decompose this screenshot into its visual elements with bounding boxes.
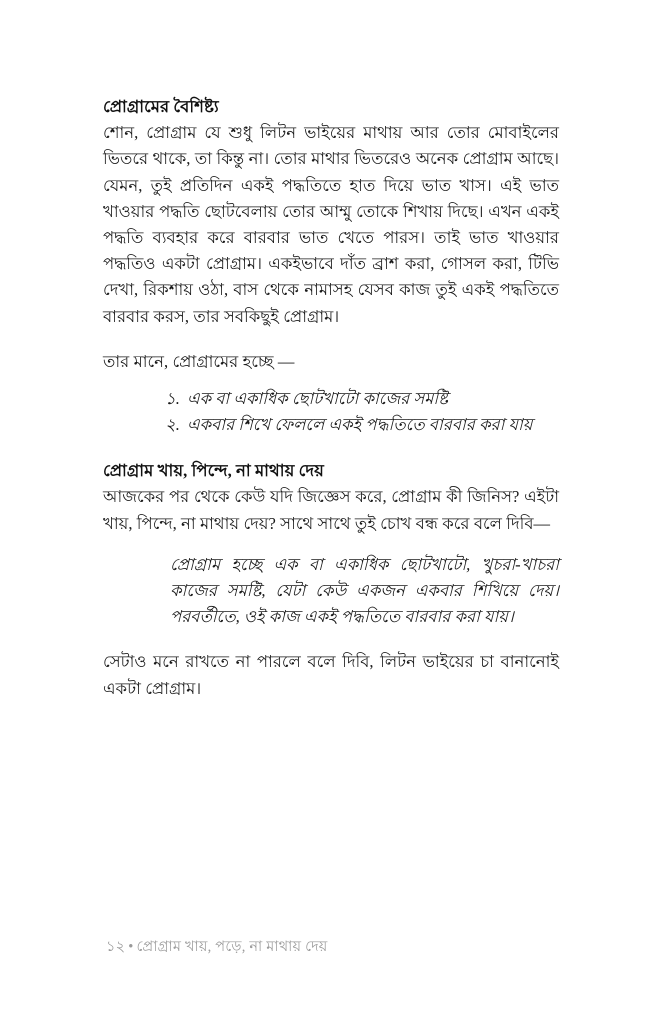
page-footer [106,936,328,960]
section-heading-what-is-program: প্রোগ্রাম খায়, পিন্দে, না মাথায় দেয় [103,461,324,481]
footer-chapter-title: প্রোগ্রাম খায়, পড়ে, না মাথায় দেয় [136,939,328,955]
paragraph-lead-in: তার মানে, প্রোগ্রামের হচ্ছে — [103,351,295,371]
page-content [103,96,559,702]
paragraph-program-features: শোন, প্রোগ্রাম যে শুধু লিটন ভাইয়ের মাথায় আর তোর মোবাইলের ভিতরে থাকে, তা কিন্তু না। তোর মাথার ভিতরেও অনেক প্রোগ্রাম আছে। যেমন, তুই প্রতিদিন একই পদ্ধতিতে হাত দিয়ে ভাত খাস। এই ভাত খাওয়ার পদ্ধতি ছোটবেলায় তোর আম্মু তোকে শিখায় দিছে। এখন একই পদ্ধতি ব্যবহার করে বারবার ভাত খেতে পারস। তাই ভাত খাওয়ার পদ্ধতিও একটা প্রোগ্রাম। একইভাবে দাঁত ব্রাশ করা, গোসল করা, টিভি দেখা, রিকশায় ওঠা, বাস থেকে নামাসহ যেসব কাজ তুই একই পদ্ধতিতে বারবার করস, তার সবকিছুই প্রোগ্রাম। [103,123,559,326]
list-item [165,386,559,412]
paragraph-closing: সেটাও মনে রাখতে না পারলে বলে দিবি, লিটন ভাইয়ের চা বানানোই একটা প্রোগ্রাম। [103,652,559,698]
paragraph-what-is-program: আজকের পর থেকে কেউ যদি জিজ্ঞেস করে, প্রোগ্রাম কী জিনিস? এইটা খায়, পিন্দে, না মাথায় দেয়? সাথে সাথে তুই চোখ বন্ধ করে বলে দিবি— [103,487,559,533]
footer-separator-dot: • [128,939,134,955]
list-item-label: একবার শিখে ফেললে একই পদ্ধতিতে বারবার করা যায় [187,415,533,435]
footer-page-number: ১২ [106,939,126,955]
section-heading-features: প্রোগ্রামের বৈশিষ্ট্য [103,97,219,116]
list-item [165,412,559,438]
blockquote-program-definition: প্রোগ্রাম হচ্ছে এক বা একাধিক ছোটখাটো, খুচরা-খাচরা কাজের সমষ্টি, যেটা কেউ একজন একবার শিখিয়ে দেয়। পরবর্তীতে, ওই কাজ একই পদ্ধতিতে বারবার করা যায়। [170,554,559,627]
list-item-number: ১. [165,388,180,408]
program-definition-list [103,386,559,438]
list-item-number: ২. [165,415,180,435]
list-item-label: এক বা একাধিক ছোটখাটো কাজের সমষ্টি [187,388,449,408]
